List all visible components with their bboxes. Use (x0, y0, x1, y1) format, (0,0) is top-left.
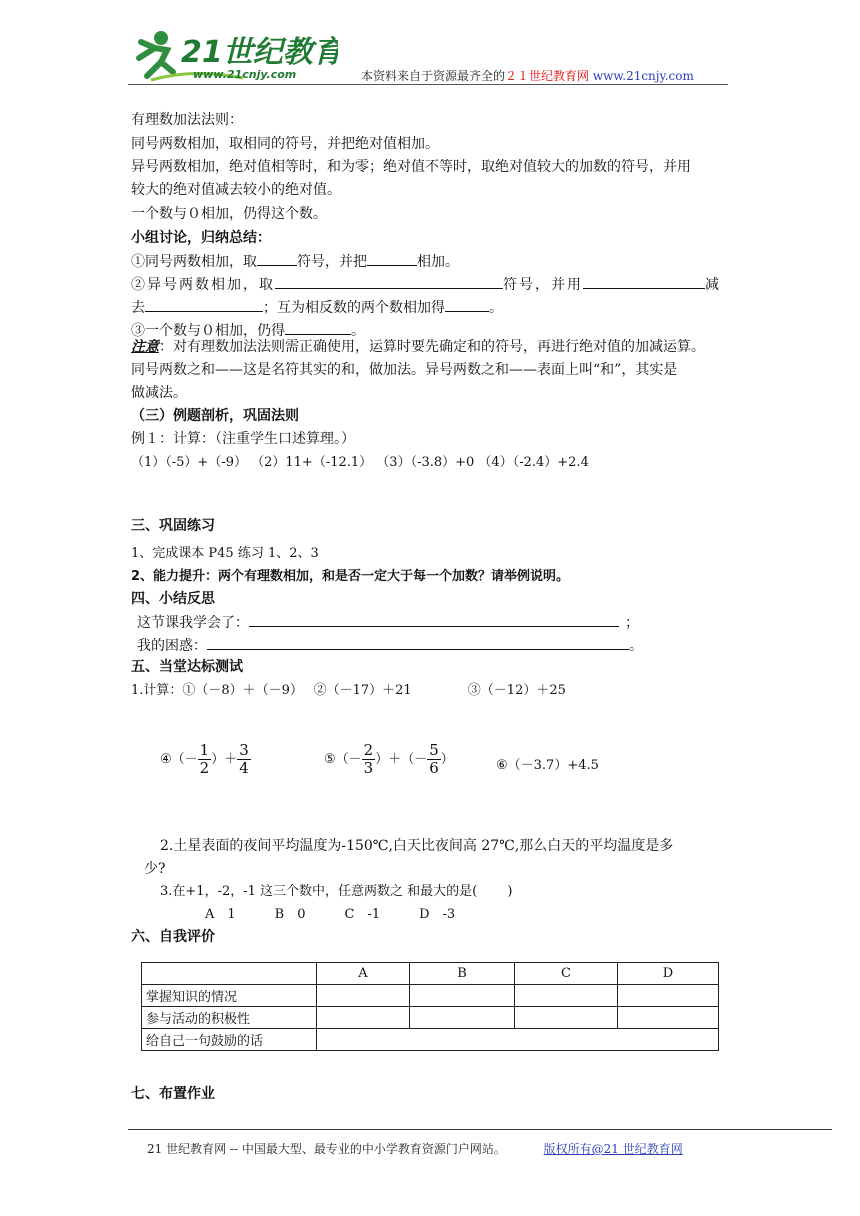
test-q3-options: A 1 B 0 C -1 D -3 (205, 907, 456, 922)
blank[interactable] (445, 296, 489, 312)
confused-blank[interactable] (207, 634, 629, 650)
test-q1-5: ⑤（－ $\frac{2}{3}$ ）＋（－ $\frac{5}{6}$ ） (324, 741, 454, 777)
practice-title: 三、巩固练习 (131, 518, 215, 534)
learned-blank[interactable] (249, 611, 619, 627)
footer-copyright-link[interactable]: 版权所有@21 世纪教育网 (543, 1142, 683, 1156)
example-1: 例１：计算：（注重学生口述算理。） (131, 431, 355, 447)
tagline-prefix: 本资料来自于资源最齐全的 (361, 69, 506, 83)
footer-text (147, 1140, 683, 1157)
blank[interactable] (367, 250, 417, 266)
homework-title: 七、布置作业 (131, 1086, 215, 1102)
encouragement-cell[interactable] (317, 1029, 719, 1051)
rule-diff-sign-cont: 较大的绝对值减去较小的绝对值。 (131, 182, 341, 198)
row-label: 掌握知识的情况 (142, 985, 317, 1007)
fraction: $\frac{5}{6}$ (429, 741, 439, 777)
row-label: 参与活动的积极性 (142, 1007, 317, 1029)
rules-title: 有理数加法法则： (131, 112, 243, 128)
footer-left: 21 世纪教育网 -- 中国最大型、最专业的中小学教育资源门户网站。 (147, 1142, 506, 1156)
test-q2-cont: 少? (144, 861, 166, 877)
summary-learned: 这节课我学会了： ； (137, 611, 639, 632)
table-cell[interactable] (515, 985, 618, 1007)
practice-item-1: 1、完成课本 P45 练习 1、2、3 (131, 546, 319, 561)
table-cell[interactable] (618, 1007, 719, 1029)
discussion-line-3: 去 ；互为相反数的两个数相加得 。 (131, 296, 503, 317)
test-q2: 2.土星表面的夜间平均温度为-150℃,白天比夜间高 27℃,那么白天的平均温度是多 (160, 838, 674, 854)
example-items: （1）（-5）+（-9） （2）11+（-12.1） （3）（-3.8）+0 （4）（-2.4）+2.4 (131, 455, 589, 470)
fraction: $\frac{3}{4}$ (239, 741, 249, 777)
summary-title: 四、小结反思 (131, 591, 215, 607)
runner-logo-icon (133, 28, 338, 86)
table-row (142, 1007, 719, 1029)
table-header-row (142, 963, 719, 985)
table-header-cell: A (317, 963, 410, 985)
summary-confused: 我的困惑： 。 (137, 634, 643, 655)
table-cell[interactable] (317, 1007, 410, 1029)
tagline-url[interactable]: www.21cnjy.com (592, 69, 694, 83)
test-q1: 1.计算：①（－8）＋（－9） ②（－17）＋21 ③（－12）＋25 (131, 683, 566, 698)
test-q1-4: ④（－ $\frac{1}{2}$ ）＋ $\frac{3}{4}$ (160, 741, 249, 777)
fraction: $\frac{1}{2}$ (199, 741, 210, 777)
note-label: 注意 (131, 339, 159, 355)
blank[interactable] (285, 319, 351, 335)
table-cell[interactable] (317, 985, 410, 1007)
table-header-cell (142, 963, 317, 985)
table-row (142, 1029, 719, 1051)
table-header-cell: C (515, 963, 618, 985)
table-cell[interactable] (618, 985, 719, 1007)
table-cell[interactable] (410, 985, 515, 1007)
rule-diff-sign: 异号两数相加，绝对值相等时，和为零；绝对值不等时，取绝对值较大的加数的符号，并用 (131, 159, 691, 175)
header-tagline (361, 67, 694, 84)
table-cell[interactable] (515, 1007, 618, 1029)
test-title: 五、当堂达标测试 (131, 659, 243, 675)
section3-title: （三）例题剖析，巩固法则 (131, 408, 299, 424)
note-line-1: 注意：对有理数加法法则需正确使用，运算时要先确定和的符号，再进行绝对值的加减运算。 (131, 339, 705, 355)
tagline-brand: ２１世纪教育网 (505, 69, 590, 83)
practice-item-2: 2、能力提升：两个有理数相加，和是否一定大于每一个加数？请举例说明。 (131, 569, 570, 584)
fraction: $\frac{2}{3}$ (363, 741, 374, 777)
self-eval-table (141, 962, 719, 1051)
note-line-3: 做减法。 (131, 385, 187, 401)
blank[interactable] (275, 273, 503, 289)
discussion-title: 小组讨论，归纳总结： (131, 230, 271, 246)
table-header-cell: B (410, 963, 515, 985)
test-q1-6: ⑥（－3.7）+4.5 (496, 758, 599, 773)
discussion-line-2: ②异号两数相加，取 符号，并用 减 (131, 273, 721, 294)
site-logo (133, 28, 338, 86)
rule-same-sign: 同号两数相加，取相同的符号，并把绝对值相加。 (131, 136, 439, 152)
rule-zero: 一个数与０相加，仍得这个数。 (131, 206, 327, 222)
header-divider (128, 84, 728, 85)
row-label: 给自己一句鼓励的话 (142, 1029, 317, 1051)
svg-text:21世纪教育: 21世纪教育 (181, 35, 338, 70)
note-line-2: 同号两数之和——这是名符其实的和，做加法。异号两数之和——表面上叫“和”，其实是 (131, 362, 678, 378)
discussion-line-1: ①同号两数相加，取 符号，并把 相加。 (131, 250, 459, 271)
self-eval-title: 六、自我评价 (131, 929, 215, 945)
table-cell[interactable] (410, 1007, 515, 1029)
blank[interactable] (583, 273, 705, 289)
footer-divider (128, 1129, 832, 1130)
discussion-line-4: ③一个数与０相加，仍得 。 (131, 319, 365, 340)
blank[interactable] (257, 250, 297, 266)
svg-text:www.21cnjy.com: www.21cnjy.com (193, 68, 297, 81)
blank[interactable] (145, 296, 263, 312)
table-row (142, 985, 719, 1007)
test-q3: 3.在+1，-2，-1 这三个数中，任意两数之 和最大的是( ) (160, 884, 513, 899)
table-header-cell: D (618, 963, 719, 985)
